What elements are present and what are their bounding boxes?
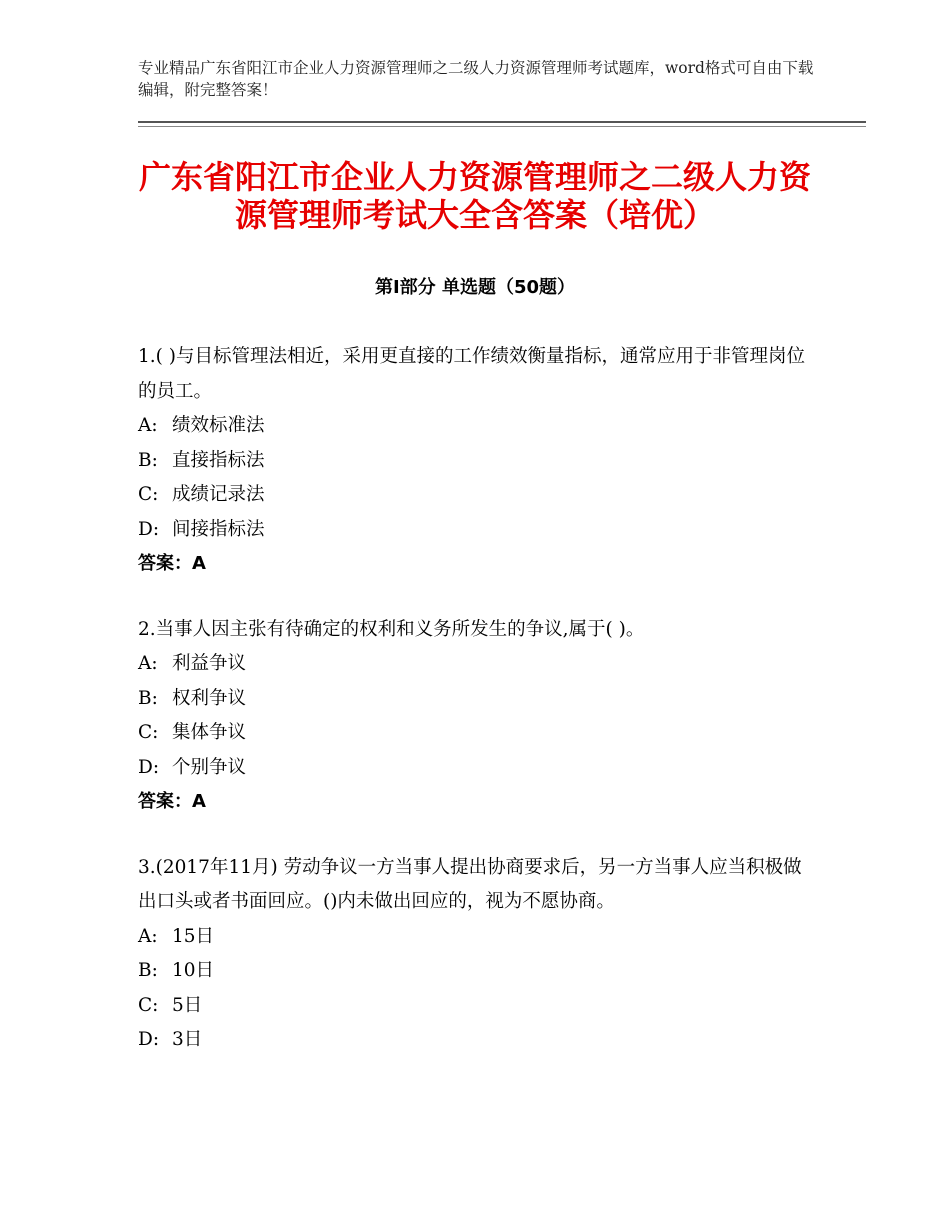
option-key: C: bbox=[138, 722, 159, 743]
option-b bbox=[138, 954, 810, 989]
answer-line: 答案：A bbox=[138, 791, 206, 812]
option-d bbox=[138, 513, 810, 548]
option-text: 权利争议 bbox=[172, 687, 247, 709]
option-key: B: bbox=[138, 687, 158, 709]
question-stem: 3.(2017年11月) 劳动争议一方当事人提出协商要求后，另一方当事人应当积极做出口头或者书面回应。()内未做出回应的，视为不愿协商。 bbox=[138, 856, 802, 912]
option-key: C: bbox=[138, 994, 159, 1016]
option-text: 5日 bbox=[172, 994, 203, 1016]
header-rule-thin bbox=[138, 126, 866, 127]
option-b bbox=[138, 682, 810, 717]
option-key: A: bbox=[138, 415, 158, 436]
question-stem: 2.当事人因主张有待确定的权利和义务所发生的争议,属于( )。 bbox=[138, 618, 645, 640]
document-title: 广东省阳江市企业人力资源管理师之二级人力资源管理师考试大全含答案（培优） bbox=[138, 158, 811, 234]
option-d bbox=[138, 751, 810, 786]
option-key: D: bbox=[138, 756, 160, 778]
question-3 bbox=[138, 851, 810, 1058]
option-c bbox=[138, 478, 810, 513]
option-b bbox=[138, 444, 810, 479]
option-c bbox=[138, 989, 810, 1024]
option-text: 间接指标法 bbox=[172, 518, 265, 540]
option-key: C: bbox=[138, 484, 159, 505]
question-list bbox=[138, 340, 810, 1089]
option-text: 个别争议 bbox=[172, 756, 247, 778]
section-heading: 第Ⅰ部分 单选题（50题） bbox=[374, 277, 575, 298]
option-text: 10日 bbox=[172, 960, 215, 981]
option-a bbox=[138, 409, 810, 444]
option-c bbox=[138, 716, 810, 751]
option-text: 集体争议 bbox=[172, 722, 247, 743]
header-note: 专业精品广东省阳江市企业人力资源管理师之二级人力资源管理师考试题库，word格式可自由下载编辑，附完整答案！ bbox=[138, 59, 814, 99]
option-key: A: bbox=[138, 925, 158, 947]
option-text: 成绩记录法 bbox=[172, 484, 265, 505]
option-text: 直接指标法 bbox=[172, 449, 265, 471]
option-a bbox=[138, 647, 810, 682]
option-key: D: bbox=[138, 518, 160, 540]
option-key: B: bbox=[138, 449, 158, 471]
option-text: 3日 bbox=[172, 1029, 203, 1050]
option-text: 绩效标准法 bbox=[172, 415, 265, 436]
option-d bbox=[138, 1023, 810, 1058]
question-2 bbox=[138, 613, 810, 820]
answer-line: 答案：A bbox=[138, 553, 206, 574]
question-stem: 1.( )与目标管理法相近，采用更直接的工作绩效衡量指标，通常应用于非管理岗位的员工。 bbox=[138, 346, 805, 402]
option-key: B: bbox=[138, 960, 158, 981]
option-key: D: bbox=[138, 1029, 160, 1050]
question-1 bbox=[138, 340, 810, 582]
option-key: A: bbox=[138, 653, 158, 674]
option-text: 利益争议 bbox=[172, 653, 247, 674]
header-rule-thick bbox=[138, 121, 866, 123]
option-text: 15日 bbox=[172, 925, 215, 947]
option-a bbox=[138, 920, 810, 955]
